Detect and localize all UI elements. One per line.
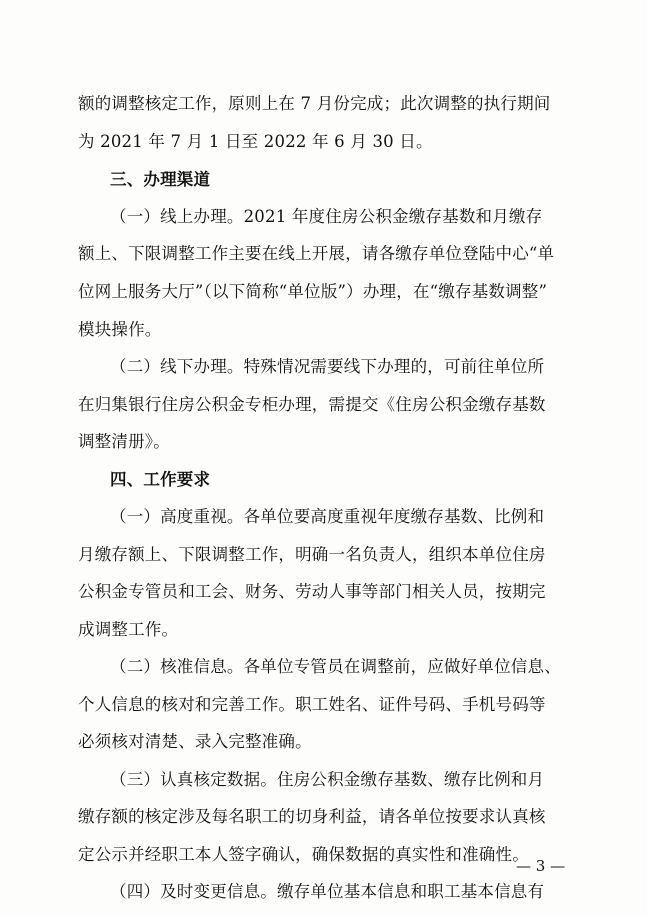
body-line: （二）线下办理。特殊情况需要线下办理的，可前往单位所 (110, 357, 545, 376)
body-line: （三）认真核定数据。住房公积金缴存基数、缴存比例和月 (110, 770, 545, 789)
section-heading-requirements: 四、工作要求 (110, 470, 211, 489)
body-line: （二）核准信息。各单位专管员在调整前，应做好单位信息、 (110, 657, 561, 676)
body-line: 公积金专管员和工会、财务、劳动人事等部门相关人员，按期完 (78, 582, 546, 601)
body-line: 调整清册》。 (78, 432, 170, 451)
body-line: 为 2021 年 7 月 1 日至 2022 年 6 月 30 日。 (78, 132, 433, 151)
body-line: 缴存额的核定涉及每名职工的切身利益，请各单位按要求认真核 (78, 807, 546, 826)
body-line: 成调整工作。 (78, 620, 179, 639)
body-line: 模块操作。 (78, 320, 162, 339)
body-line: （四）及时变更信息。缴存单位基本信息和职工基本信息有 (110, 882, 545, 901)
section-heading-channels: 三、办理渠道 (110, 170, 211, 189)
page-number: — 3 — (516, 857, 566, 875)
body-line: 在归集银行住房公积金专柜办理，需提交《住房公积金缴存基数 (78, 395, 546, 414)
body-line: 定公示并经职工本人签字确认，确保数据的真实性和准确性。 (78, 845, 529, 864)
body-line: 额上、下限调整工作主要在线上开展，请各缴存单位登陆中心“单 (78, 244, 555, 263)
body-line: （一）高度重视。各单位要高度重视年度缴存基数、比例和 (110, 507, 545, 526)
body-line: 额的调整核定工作，原则上在 7 月份完成；此次调整的执行期间 (78, 94, 551, 113)
body-line: 月缴存额上、下限调整工作，明确一名负责人，组织本单位住房 (78, 545, 546, 564)
body-line: 个人信息的核对和完善工作。职工姓名、证件号码、手机号码等 (78, 695, 546, 714)
body-line: 必须核对清楚、录入完整准确。 (78, 732, 312, 751)
body-line: 位网上服务大厅”（以下简称“单位版”）办理，在“缴存基数调整” (78, 282, 548, 301)
body-line: （一）线上办理。2021 年度住房公积金缴存基数和月缴存 (110, 207, 543, 226)
